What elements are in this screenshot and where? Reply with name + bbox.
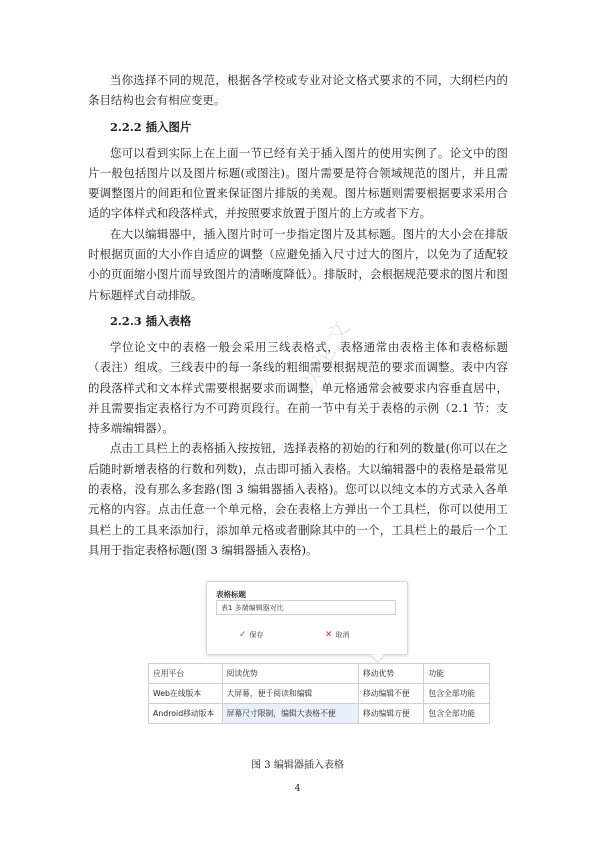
table-cell[interactable]: Android移动版本 [149, 704, 223, 724]
table-cell[interactable]: 包含全部功能 [424, 704, 490, 724]
caption-input[interactable]: 表1 多端编辑器对比 [216, 600, 396, 615]
watermark: 大以论文 [280, 311, 359, 422]
table-cell[interactable]: 大屏幕，便于阅读和编辑 [222, 684, 358, 704]
section-heading: 2.2.2 插入图片 [110, 119, 192, 134]
paragraph: 学位论文中的表格一般会采用三线表格式，表格通常由表格主体和表格标题（表注）组成。三线表中的每一条线的粗细需要根据规范的要求而调整。表中内容的段落样式和文本样式需要根据要求而调整，单元格通常会被要求内容垂直居中，并且需要指定表格行为不可跨页段行。在前一节中有关于表格的示例（2.1 节：支持多端编辑器）。 [88, 339, 508, 436]
save-button[interactable] [239, 630, 264, 640]
table-row [149, 704, 490, 724]
table-cell[interactable]: 移动编辑不便 [358, 684, 424, 704]
table-header-row [149, 664, 490, 684]
table-header-cell[interactable]: 移动优势 [358, 664, 424, 684]
paragraph: 点击工具栏上的表格插入按按钮，选择表格的初始的行和列的数量(你可以在之后随时新增表格的行数和列数)，点击即可插入表格。大以编辑器中的表格是最常见的表格，没有那么多套路(图 3 编辑器插入表格)。您可以以纯文本的方式录入各单元格的内容。点击任意一个单元格，会在表格上方弹出一个工具栏，你可以使用工具栏上的工具来添加行，添加单元格或者删除其中的一个，工具栏上的最后一个工具用于指定表格标题(图 3 编辑器插入表格)。 [88, 441, 508, 557]
table-cell-selected[interactable]: 屏幕尺寸限制，编辑大表格不便 [222, 704, 358, 724]
cancel-button[interactable] [325, 630, 350, 640]
section-heading: 2.2.3 插入表格 [110, 313, 192, 328]
paragraph: 您可以看到实际上在上面一节已经有关于插入图片的使用实例了。论文中的图片一般包括图片以及图片标题(或图注)。图片需要是符合领域规范的图片，并且需要调整图片的间距和位置来保证图片排版的美观。图片标题则需要根据要求采用合适的字体样式和段落样式，并按照要求放置于图片的上方或者下方。 [88, 145, 508, 221]
figure-caption: 图 3 编辑器插入表格 [251, 760, 344, 771]
close-icon: ✕ [325, 630, 333, 640]
table-row [149, 684, 490, 704]
popup-label: 表格标题 [216, 590, 246, 599]
page-number: 4 [294, 784, 301, 794]
table-header-cell[interactable]: 阅读优势 [222, 664, 358, 684]
editor-table [148, 663, 490, 724]
popup-caret [371, 650, 384, 663]
paragraph: 在大以编辑器中，插入图片时可一步指定图片及其标题。图片的大小会在排版时根据页面的大小作自适应的调整（应避免插入尺寸过大的图片，以免为了适配较小的页面缩小图片而导致图片的清晰度降低）。排版时，会根据规范要求的图片和图片标题样式自动排版。 [88, 226, 508, 302]
table-cell[interactable]: Web在线版本 [149, 684, 223, 704]
figure-editor-table [148, 581, 490, 724]
paragraph: 当你选择不同的规范，根据各学校或专业对论文格式要求的不同，大纲栏内的条目结构也会有相应变更。 [88, 73, 508, 108]
table-header-cell[interactable]: 应用平台 [149, 664, 223, 684]
body-text [88, 70, 508, 560]
check-icon: ✓ [239, 630, 247, 640]
table-header-cell[interactable]: 功能 [424, 664, 490, 684]
table-cell[interactable]: 包含全部功能 [424, 684, 490, 704]
table-caption-popup [206, 581, 408, 655]
cancel-label: 取消 [335, 631, 350, 639]
table-cell[interactable]: 移动编辑方便 [358, 704, 424, 724]
save-label: 保存 [249, 631, 264, 639]
